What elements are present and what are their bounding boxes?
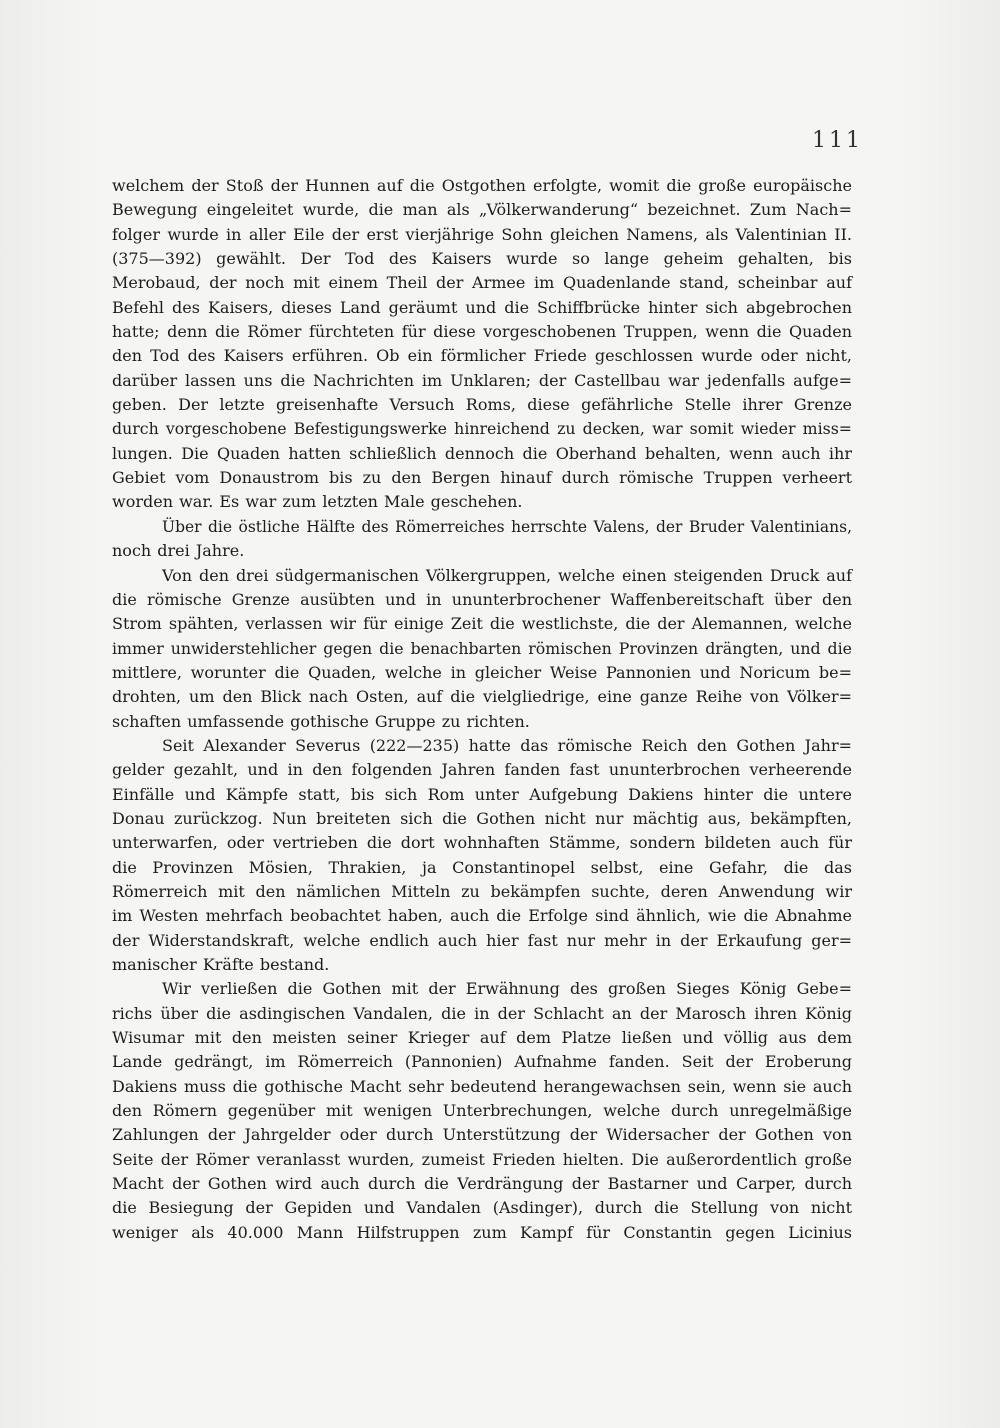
text-line: richs über die asdingischen Vandalen, die in der Schlacht an der Marosch ihren König (112, 1003, 852, 1023)
text-line: manischer Kräfte bestand. (112, 955, 330, 974)
text-line: Seit Alexander Severus (222—235) hatte das römische Reich den Gothen Jahr= (162, 735, 852, 755)
text-line: Seite der Römer veranlasst wurden, zumeist Frieden hielten. Die außerordentlich große (112, 1149, 852, 1169)
text-line: Dakiens muss die gothische Macht sehr bedeutend herangewachsen sein, wenn sie auch (112, 1076, 852, 1096)
text-line: Wisumar mit den meisten seiner Krieger auf dem Platze ließen und völlig aus dem (112, 1028, 852, 1048)
page-number: 111 (812, 128, 863, 153)
text-line: immer unwiderstehlicher gegen die benachbarten römischen Provinzen drängten, und die (112, 638, 852, 658)
text-line: Römerreich mit den nämlichen Mitteln zu bekämpfen suchte, deren Anwendung wir (112, 881, 852, 901)
text-line: Macht der Gothen wird auch durch die Verdrängung der Bastarner und Carper, durch (112, 1174, 852, 1194)
text-line: Befehl des Kaisers, dieses Land geräumt und die Schiffbrücke hinter sich abgebrochen (112, 297, 852, 317)
text-line: weniger als 40.000 Mann Hilfstruppen zum Kampf für Constantin gegen Licinius (112, 1222, 852, 1242)
text-line: Bewegung eingeleitet wurde, die man als „Völkerwanderung“ bezeichnet. Zum Nach= (112, 200, 852, 220)
text-line: hatte; denn die Römer fürchteten für diese vorgeschobenen Truppen, wenn die Quaden (112, 322, 852, 342)
text-line: die römische Grenze ausübten und in ununterbrochener Waffenbereitschaft über den (112, 589, 852, 609)
text-line: Lande gedrängt, im Römerreich (Pannonien) Aufnahme fanden. Seit der Eroberung (112, 1052, 852, 1072)
text-line: Merobaud, der noch mit einem Theil der Armee im Quadenlande stand, scheinbar auf (112, 273, 852, 293)
text-line: den Tod des Kaisers erführen. Ob ein förmlicher Friede geschlossen wurde oder nicht, (112, 346, 852, 366)
text-line: gelder gezahlt, und in den folgenden Jahren fanden fast ununterbrochen verheerende (112, 760, 852, 780)
text-line: Gebiet vom Donaustrom bis zu den Bergen hinauf durch römische Truppen verheert (112, 468, 852, 488)
text-line: den Römern gegenüber mit wenigen Unterbrechungen, welche durch unregelmäßige (112, 1101, 852, 1121)
text-line: noch drei Jahre. (112, 541, 245, 561)
text-line: schaften umfassende gothische Gruppe zu richten. (112, 711, 530, 731)
text-line: Einfälle und Kämpfe statt, bis sich Rom unter Aufgebung Dakiens hinter die untere (112, 784, 852, 804)
text-line: im Westen mehrfach beobachtet haben, auch die Erfolge sind ähnlich, wie die Abnahme (112, 906, 852, 926)
text-line: folger wurde in aller Eile der erst vierjährige Sohn gleichen Namens, als Valentinian II. (112, 224, 852, 244)
text-line: Zahlungen der Jahrgelder oder durch Unterstützung der Widersacher der Gothen von (112, 1125, 852, 1145)
text-line: der Widerstandskraft, welche endlich auch hier fast nur mehr in der Erkaufung ger= (112, 930, 852, 950)
text-line: geben. Der letzte greisenhafte Versuch Roms, diese gefährliche Stelle ihrer Grenze (112, 395, 852, 415)
text-line: (375—392) gewählt. Der Tod des Kaisers wurde so lange geheim gehalten, bis (112, 249, 852, 269)
text-line: worden war. Es war zum letzten Male geschehen. (112, 492, 523, 512)
text-line: Wir verließen die Gothen mit der Erwähnung des großen Sieges König Gebe= (162, 979, 852, 999)
text-line: darüber lassen uns die Nachrichten im Unklaren; der Castellbau war jedenfalls aufge= (112, 370, 852, 390)
text-line: Donau zurückzog. Nun breiteten sich die Gothen nicht nur mächtig aus, bekämpften, (112, 808, 852, 828)
text-line: lungen. Die Quaden hatten schließlich dennoch die Oberhand behalten, wenn auch ihr (112, 443, 852, 463)
text-line: Von den drei südgermanischen Völkergruppen, welche einen steigenden Druck auf (162, 565, 852, 585)
text-line: drohten, um den Blick nach Osten, auf die vielgliedrige, eine ganze Reihe von Völker= (112, 687, 852, 707)
text-line: Über die östliche Hälfte des Römerreiches herrschte Valens, der Bruder Valentinians, (162, 517, 852, 536)
text-line: unterwarfen, oder vertrieben die dort wohnhaften Stämme, sondern bildeten auch für (112, 833, 852, 853)
text-line: Strom spähten, verlassen wir für einige Zeit die westlichste, die der Alemannen, welche (112, 614, 852, 634)
text-line: welchem der Stoß der Hunnen auf die Ostgothen erfolgte, womit die große europäische (112, 176, 852, 195)
text-line: durch vorgeschobene Befestigungswerke hinreichend zu decken, war somit wieder miss= (112, 419, 852, 439)
text-line: die Besiegung der Gepiden und Vandalen (Asdinger), durch die Stellung von nicht (112, 1198, 852, 1218)
body-text (112, 174, 852, 1245)
text-line: mittlere, worunter die Quaden, welche in gleicher Weise Pannonien und Noricum be= (112, 662, 852, 682)
text-line: die Provinzen Mösien, Thrakien, ja Constantinopel selbst, eine Gefahr, die das (112, 857, 852, 877)
